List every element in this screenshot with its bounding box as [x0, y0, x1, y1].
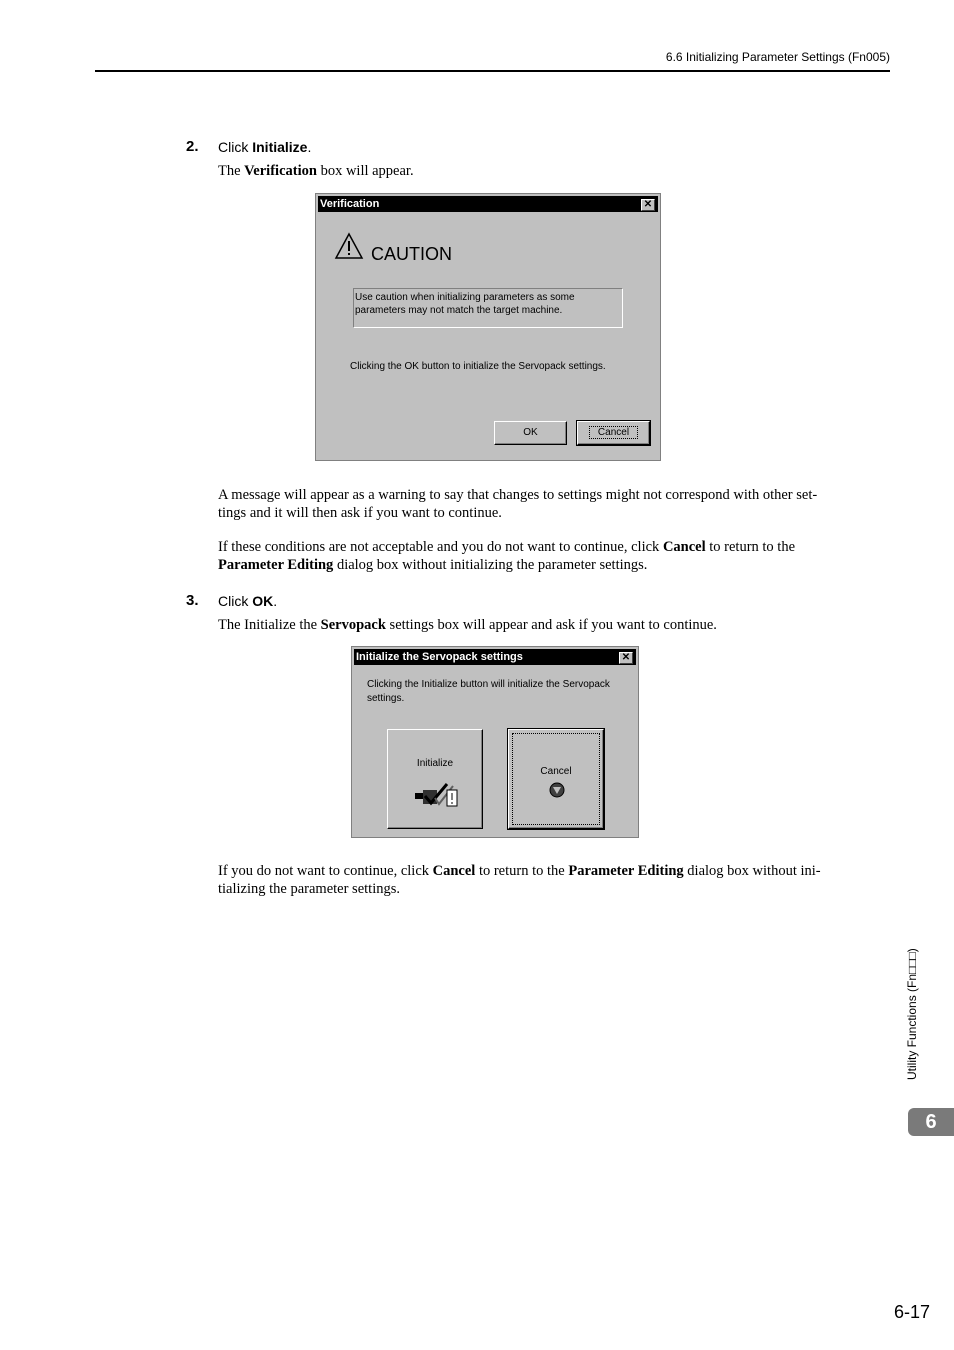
- paragraph-line: tings and it will then ask if you want to continue.: [218, 505, 502, 521]
- step-keyword: OK: [252, 593, 274, 609]
- step-number: 3.: [186, 592, 199, 609]
- paragraph-line: tializing the parameter settings.: [218, 881, 400, 897]
- step-number: 2.: [186, 138, 199, 155]
- step-keyword: Initialize: [252, 139, 308, 155]
- step-text: Click: [218, 593, 253, 609]
- initialize-dialog: [351, 646, 639, 838]
- cancel-paragraph: [218, 538, 883, 574]
- dialog-titlebar: [354, 649, 636, 665]
- dialog-title: Initialize the Servopack settings: [356, 651, 523, 663]
- ok-button[interactable]: OK: [494, 421, 567, 445]
- step-text: .: [273, 593, 278, 609]
- instruction-text: Clicking the OK button to initialize the Servopack settings.: [350, 361, 606, 372]
- close-icon[interactable]: ✕: [619, 652, 633, 664]
- step-description: [218, 162, 414, 180]
- paragraph-line: [218, 556, 883, 574]
- dialog-titlebar: [318, 196, 658, 212]
- initialize-label: Initialize: [416, 758, 454, 769]
- page-number: 6-17: [893, 1302, 930, 1322]
- cancel-button[interactable]: [508, 729, 604, 829]
- running-header: 6.6 Initializing Parameter Settings (Fn005): [665, 50, 890, 64]
- cancel-label: Cancel: [540, 766, 572, 777]
- chapter-tab: 6: [908, 1108, 954, 1136]
- paragraph-line: [218, 538, 883, 556]
- header-rule: [95, 70, 890, 72]
- caution-label: CAUTION: [371, 244, 452, 264]
- dialog-message: [367, 678, 610, 706]
- message-line: parameters may not match the target machine.: [355, 305, 563, 316]
- paragraph-line: A message will appear as a warning to say that changes to settings might not correspond with other set-: [218, 487, 818, 503]
- paragraph-line: [218, 862, 888, 880]
- step-instruction: [218, 593, 277, 609]
- description-text: The Initialize the: [218, 617, 321, 633]
- description-keyword: Servopack: [320, 617, 386, 633]
- description-text: The: [218, 163, 245, 179]
- step-instruction: [218, 139, 311, 155]
- paragraph-keyword: Parameter Editing: [218, 557, 334, 573]
- message-line: Use caution when initializing parameters as some: [355, 292, 575, 303]
- step-text: .: [307, 139, 312, 155]
- cancel-label: Cancel: [589, 426, 638, 439]
- stop-circle-icon: [549, 782, 565, 798]
- description-keyword: Verification: [244, 163, 317, 179]
- close-icon[interactable]: ✕: [641, 199, 655, 211]
- paragraph-keyword: Parameter Editing: [568, 863, 684, 879]
- description-text: box will appear.: [316, 163, 414, 179]
- paragraph-text: dialog box without initializing the parameter settings.: [333, 557, 648, 573]
- verification-dialog: [315, 193, 661, 461]
- chapter-side-label: Utility Functions (Fn□□□): [905, 948, 919, 1080]
- paragraph-text: If these conditions are not acceptable and you do not want to continue, click: [218, 539, 663, 555]
- focus-ring: [512, 733, 600, 825]
- message-line: Clicking the Initialize button will initialize the Servopack: [367, 679, 610, 690]
- initialize-icon: [413, 780, 463, 808]
- warning-paragraph: [218, 486, 883, 522]
- final-paragraph: [218, 862, 888, 898]
- paragraph-keyword: Cancel: [662, 539, 706, 555]
- caution-message-box: [353, 288, 623, 328]
- message-line: settings.: [367, 693, 405, 704]
- step-description: [218, 616, 717, 634]
- paragraph-text: dialog box without ini-: [683, 863, 821, 879]
- paragraph-text: If you do not want to continue, click: [218, 863, 433, 879]
- warning-triangle-icon: [334, 232, 364, 260]
- paragraph-text: to return to the: [705, 539, 796, 555]
- dialog-title: Verification: [320, 198, 380, 210]
- paragraph-text: to return to the: [475, 863, 569, 879]
- initialize-button[interactable]: [387, 729, 483, 829]
- step-text: Click: [218, 139, 253, 155]
- cancel-button[interactable]: [577, 421, 650, 445]
- paragraph-keyword: Cancel: [432, 863, 476, 879]
- description-text: settings box will appear and ask if you want to continue.: [385, 617, 717, 633]
